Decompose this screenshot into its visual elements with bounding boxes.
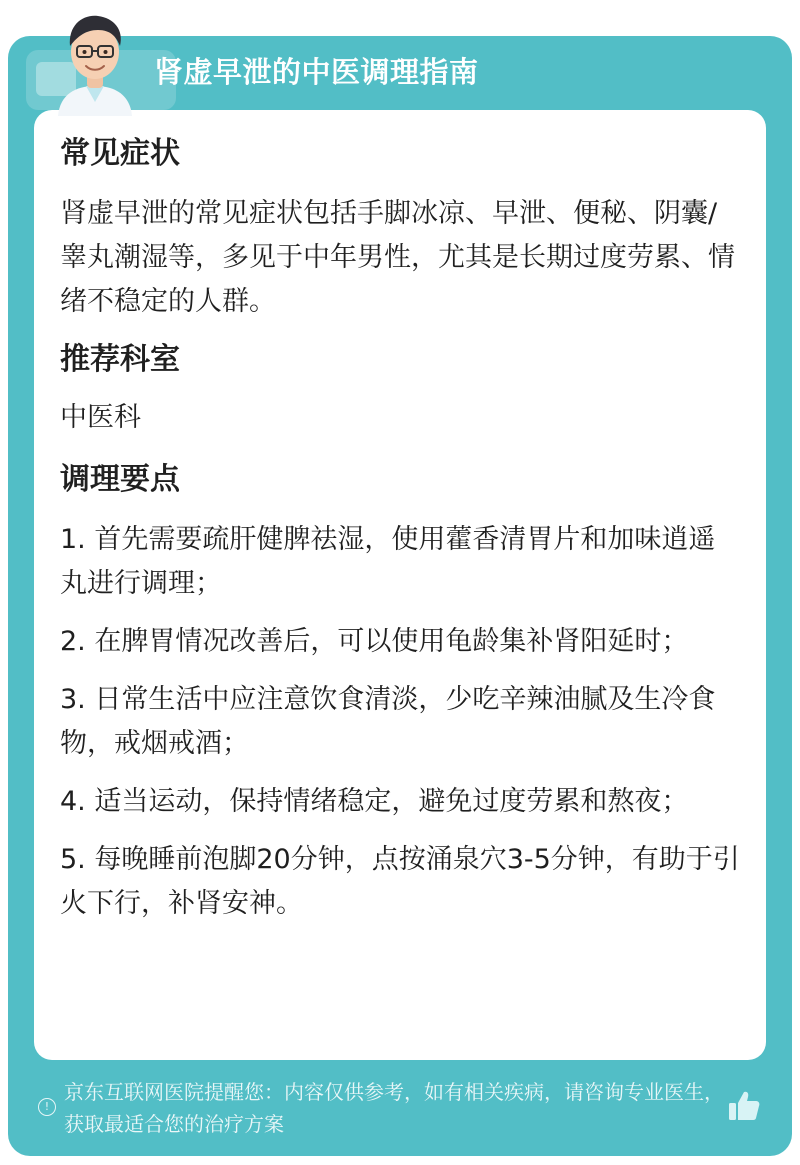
care-step: 3. 日常生活中应注意饮食清淡，少吃辛辣油腻及生冷食物，戒烟戒酒； [60, 684, 716, 759]
care-step: 1. 首先需要疏肝健脾祛湿，使用藿香清胃片和加味逍遥丸进行调理； [60, 524, 716, 599]
doctor-avatar [40, 6, 150, 116]
care-step: 5. 每晚睡前泡脚20分钟，点按涌泉穴3-5分钟，有助于引火下行，补肾安神。 [60, 844, 740, 919]
content-card [34, 110, 766, 1060]
care-step: 4. 适当运动，保持情绪稳定，避免过度劳累和熬夜； [60, 786, 689, 817]
care-step: 2. 在脾胃情况改善后，可以使用龟龄集补肾阳延时； [60, 626, 689, 657]
thumbs-up-icon[interactable] [726, 1088, 762, 1124]
symptoms-body: 肾虚早泄的常见症状包括手脚冰凉、早泄、便秘、阴囊/睾丸潮湿等，多见于中年男性，尤其是长期过度劳累、情绪不稳定的人群。 [60, 198, 735, 317]
footer-notice: 京东互联网医院提醒您：内容仅供参考，如有相关疾病，请咨询专业医生，获取最适合您的治疗方案 [64, 1080, 724, 1136]
symptoms-title: 常见症状 [60, 136, 180, 171]
page-title: 肾虚早泄的中医调理指南 [154, 55, 479, 89]
guide-panel [8, 36, 792, 1156]
info-icon: ! [38, 1098, 56, 1116]
care-title: 调理要点 [60, 462, 180, 497]
department-title: 推荐科室 [60, 342, 180, 377]
department-body: 中医科 [60, 402, 141, 433]
